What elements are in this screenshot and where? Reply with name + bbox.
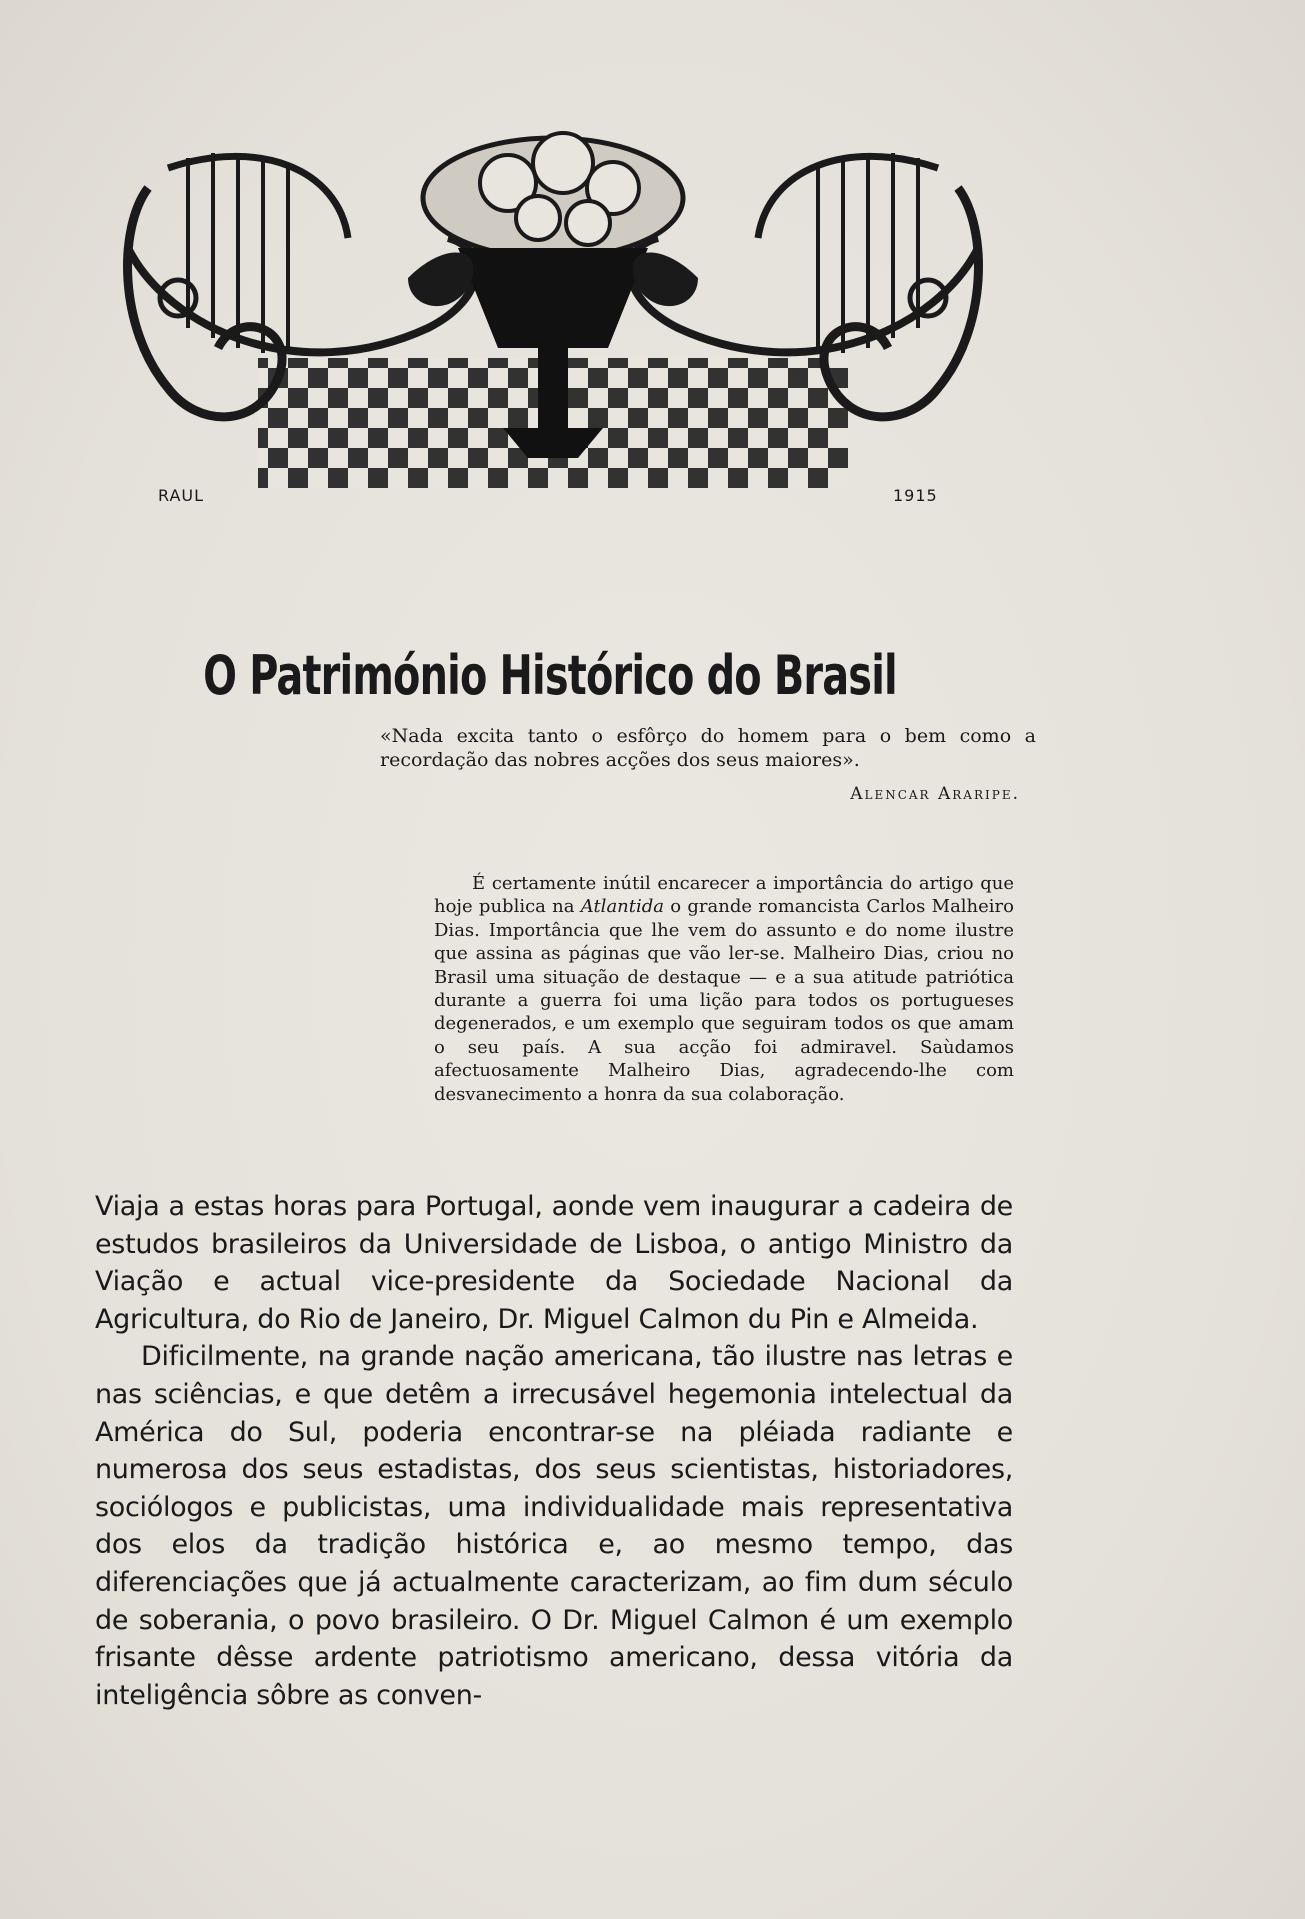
- article-paragraph-1: Viaja a estas horas para Portugal, aonde vem inaugurar a cadeira de estudos brasileiros da Universidade de Lisboa, o antigo Ministro da Viação e actual vice-presidente da Sociedade Nacional da Agricultura, do Rio de Janeiro, Dr. Miguel Calmon du Pin e Almeida.: [95, 1191, 1013, 1335]
- article-paragraph-2: Dificilmente, na grande nação americana, tão ilustre nas letras e nas sciências, e que detêm a irrecusável hegemonia intelectual da América do Sul, poderia encontrar-se na pléiada radiante e numerosa dos seus estadistas, dos seus scientistas, historiadores, sociólogos e publicistas, uma individualidade mais representativa dos elos da tradição histórica e, ao mesmo tempo, das diferenciações que já actualmente caracterizam, ao fim dum século de soberania, o povo brasileiro. O Dr. Miguel Calmon é um exemplo frisante dêsse ardente patriotismo americano, dessa vitória da inteligência sôbre as conven-: [95, 1341, 1013, 1711]
- decorative-header-illustration: [108, 128, 998, 508]
- magazine-name: Atlantida: [580, 896, 665, 918]
- editorial-note-text-1: É certamente inútil encarecer a importância do artigo que hoje publica na: [434, 873, 1014, 918]
- editorial-note: [434, 872, 1014, 1106]
- editorial-note-text-2: o grande romancista Carlos Malheiro Dias. Importância que lhe vem do assunto e do nome ilustre que assina as páginas que vão ler-se. Malheiro Dias, criou no Brasil uma situação de destaque — e a sua atitude patriótica durante a guerra foi uma lição para todos os portugueses degenerados, e um exemplo que seguiram todos os que amam o seu país. A sua acção foi admiravel. Saùdamos afectuosamente Malheiro Dias, agradecendo-lhe com desvanecimento a honra da sua colaboração.: [434, 896, 1014, 1105]
- article-body: [95, 1188, 1013, 1714]
- page-title: O Património Histórico do Brasil: [203, 644, 897, 708]
- artist-signature: RAUL: [158, 486, 205, 505]
- epigraph-author: Alencar Araripe.: [850, 784, 1020, 804]
- illustration-year: 1915: [893, 486, 938, 505]
- epigraph-quote: «Nada excita tanto o esfôrço do homem para o bem como a recordação das nobres acções dos seus maiores».: [380, 725, 1036, 771]
